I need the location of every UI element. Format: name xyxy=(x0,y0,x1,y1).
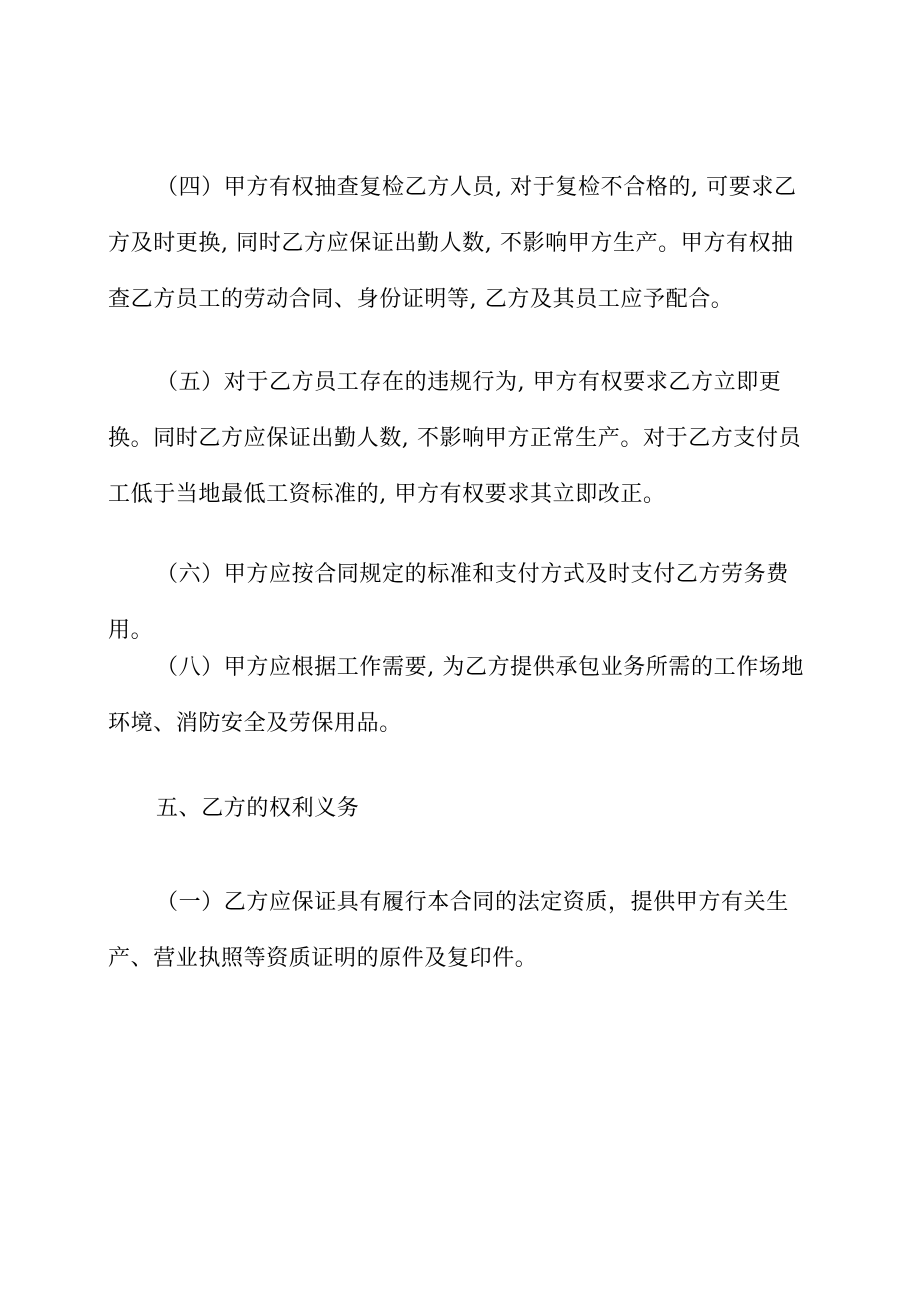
section-heading: 五、乙方的权利义务 xyxy=(156,796,360,821)
paragraph-4: （四）甲方有权抽查复检乙方人员, 对于复检不合格的, 可要求乙方及时更换, 同时乙方应保证出勤人数, 不影响甲方生产。甲方有权抽查乙方员工的劳动合同、身份证明等, 乙方及其员工应予配合。 xyxy=(108,175,797,312)
paragraph-6: （六）甲方应按合同规定的标准和支付方式及时支付乙方劳务费用。 xyxy=(108,562,789,643)
section-5-paragraph-1: （一）乙方应保证具有履行本合同的法定资质，提供甲方有关生产、营业执照等资质证明的原件及复印件。 xyxy=(108,890,789,971)
paragraph-5: （五）对于乙方员工存在的违规行为, 甲方有权要求乙方立即更换。同时乙方应保证出勤人数, 不影响甲方正常生产。对于乙方支付员工低于当地最低工资标准的, 甲方有权要求其立即改正。 xyxy=(108,370,802,507)
paragraph-8: （八）甲方应根据工作需要, 为乙方提供承包业务所需的工作场地环境、消防安全及劳保用品。 xyxy=(108,655,804,736)
